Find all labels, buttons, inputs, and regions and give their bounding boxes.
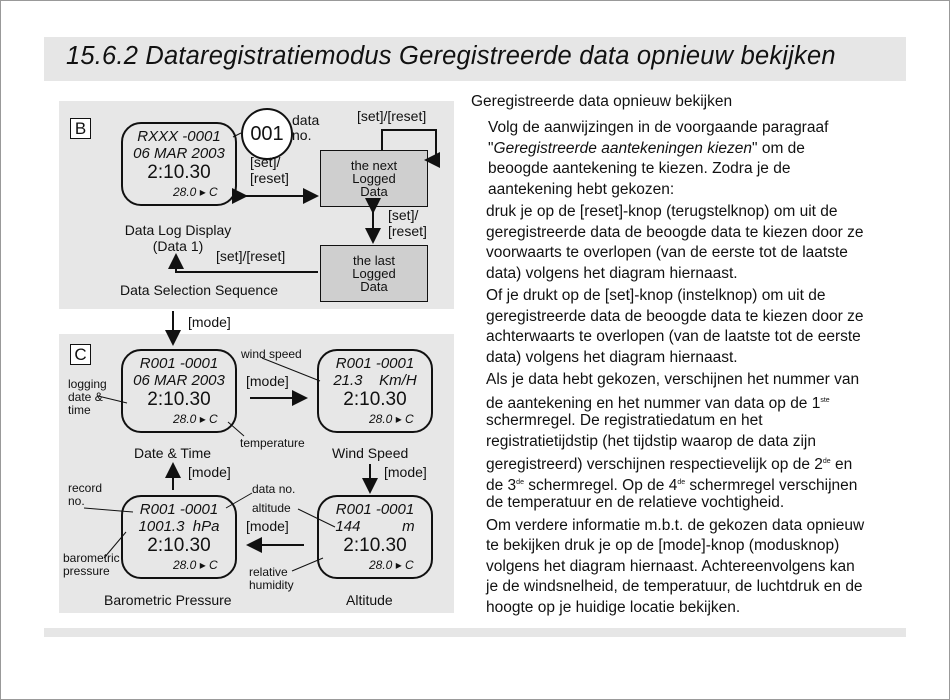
- barometric-pressure-label: barometric pressure: [63, 551, 120, 578]
- text-p1-line4: aantekening hebt gekozen:: [488, 180, 675, 198]
- altitude-small-label: altitude: [252, 501, 291, 515]
- set-reset-right: [set]/ [reset]: [388, 207, 427, 239]
- mode-label-right: [mode]: [384, 464, 427, 480]
- panel-b-label: B: [70, 118, 91, 139]
- text-p1-line2: [488, 139, 805, 160]
- circle-pointer-line: [233, 133, 241, 137]
- text-p3-line: achterwaarts te overlopen (van de laatste tot de eerste: [486, 328, 861, 345]
- lcd-line-4: 28.0 ▸ C: [173, 412, 218, 426]
- page-title: 15.6.2 Dataregistratiemodus Geregistreerde data opnieuw bekijken: [66, 42, 836, 70]
- text-fragment: schermregel verschijnen: [685, 476, 858, 494]
- data-log-display-caption: Data Log Display (Data 1): [124, 222, 232, 254]
- text-p1-line1: Volg de aanwijzingen in de voorgaande paragraaf: [488, 119, 829, 136]
- altitude-pointer: [298, 509, 335, 527]
- text-fragment: " om de: [752, 139, 805, 157]
- set-reset-top: [set]/[reset]: [357, 108, 427, 124]
- lcd-line-2: 21.3 Km/H: [333, 372, 417, 389]
- text-p4-line7: de temperatuur en de relatieve vochtigheid.: [486, 494, 785, 511]
- temperature-label: temperature: [240, 436, 305, 450]
- wind-speed-pointer: [262, 358, 320, 381]
- lcd-line-1: R001 -0001: [335, 355, 415, 372]
- humidity-pointer: [292, 558, 323, 571]
- data-selection-sequence-caption: Data Selection Sequence: [120, 282, 278, 298]
- text-p2-line: data) volgens het diagram hiernaast.: [486, 264, 738, 282]
- lcd-line-1: RXXX -0001: [137, 128, 221, 145]
- text-heading: Geregistreerde data opnieuw bekijken: [471, 93, 733, 110]
- altitude-caption: Altitude: [346, 592, 393, 608]
- logging-date-time-label: logging date & time: [68, 377, 107, 417]
- mode-label-bottom: [mode]: [246, 518, 289, 534]
- return-arrow: [176, 257, 318, 272]
- record-no-label: record no.: [68, 481, 103, 508]
- text-p4-line1: Als je data hebt gekozen, verschijnen het nummer van: [486, 371, 860, 388]
- text-p3-line: Of je drukt op de [set]-knop (instelknop) om uit de: [486, 287, 826, 304]
- record-no-pointer: [84, 508, 133, 512]
- text-p5-line: je de windsnelheid, de temperatuur, de luchtdruk en de: [486, 578, 863, 595]
- lcd-line-4: 28.0 ▸ C: [369, 558, 414, 572]
- text-italic-fragment: Geregistreerde aantekeningen kiezen: [493, 139, 753, 157]
- lcd-line-4: 28.0 ▸ C: [173, 185, 218, 199]
- data-no-pointer: [226, 493, 252, 508]
- text-p4-line4: registratietijdstip (het tijdstip waarop de data zijn: [486, 432, 816, 450]
- data-no-small-label: data no.: [252, 482, 296, 496]
- text-p2-line: geregistreerde data de beoogde data te kiezen door ze: [486, 223, 864, 241]
- lcd-line-1: R001 -0001: [335, 501, 415, 518]
- lcd-line-1: R001 -0001: [139, 355, 219, 372]
- text-p3-line: geregistreerde data de beoogde data te kiezen door ze: [486, 307, 864, 325]
- mode-label-left: [mode]: [188, 464, 231, 480]
- wind-speed-caption: Wind Speed: [332, 445, 409, 461]
- text-p3-line: data) volgens het diagram hiernaast.: [486, 348, 738, 366]
- lcd-line-2: 06 MAR 2003: [133, 145, 225, 162]
- text-p2-line: druk je op de [reset]-knop (terugstelknop) om uit de: [486, 203, 838, 220]
- date-time-caption: Date & Time: [134, 445, 212, 461]
- superscript: de: [822, 458, 831, 465]
- loop-arrow: [382, 130, 436, 160]
- text-fragment: schermregel. Op de 4: [523, 476, 678, 494]
- text-p4-line3: schermregel. De registratiedatum en het: [486, 412, 763, 429]
- panel-c-label: C: [70, 344, 91, 365]
- next-logged-data-box: the next Logged Data: [320, 150, 428, 207]
- text-p5-line: volgens het diagram hiernaast. Achtereenvolgens kan: [486, 557, 855, 575]
- mode-label-between: [mode]: [188, 314, 231, 330]
- text-p5-line: hoogte op je huidige locatie bekijken.: [486, 598, 741, 616]
- superscript: ste: [820, 396, 830, 404]
- set-reset-mid: [set]/ [reset]: [250, 154, 289, 186]
- lcd-line-3: 2:10.30: [147, 389, 211, 410]
- lcd-line-4: 28.0 ▸ C: [369, 412, 414, 426]
- wind-speed-small-label: wind speed: [241, 347, 302, 361]
- lcd-line-2: 1001.3 hPa: [138, 518, 220, 535]
- set-reset-bottom: [set]/[reset]: [216, 248, 286, 264]
- barometric-pointer: [104, 532, 126, 558]
- text-fragment: ": [488, 139, 494, 157]
- lcd-line-2: 144 m: [335, 518, 415, 535]
- text-p5-line: Om verdere informatie m.b.t. de gekozen data opnieuw: [486, 516, 865, 534]
- data-number-circle: 001: [241, 108, 293, 160]
- lcd-line-3: 2:10.30: [147, 535, 211, 556]
- last-logged-data-box: the last Logged Data: [320, 245, 428, 302]
- lcd-line-3: 2:10.30: [147, 162, 211, 183]
- lcd-line-4: 28.0 ▸ C: [173, 558, 218, 572]
- superscript: de: [516, 478, 524, 486]
- relative-humidity-label: relative humidity: [249, 565, 294, 592]
- logging-pointer: [98, 396, 127, 403]
- text-fragment: en: [830, 456, 853, 474]
- text-p5-line: te bekijken druk je op de [mode]-knop (modusknop): [486, 537, 840, 554]
- text-p1-line3: beoogde aantekening te kiezen. Zodra je de: [488, 160, 791, 177]
- lcd-line-2: 06 MAR 2003: [133, 372, 225, 389]
- barometric-pressure-caption: Barometric Pressure: [104, 592, 232, 608]
- text-fragment: de aantekening en het nummer van data op de 1: [486, 394, 821, 412]
- lcd-line-3: 2:10.30: [343, 535, 407, 556]
- bottom-bar: [44, 628, 906, 637]
- temperature-pointer: [228, 422, 244, 436]
- superscript: de: [677, 478, 686, 486]
- text-fragment: de 3: [486, 476, 517, 494]
- data-no-label: data no.: [292, 112, 320, 143]
- text-fragment: geregistreerd) verschijnen respectievelijk op de 2: [486, 456, 823, 474]
- text-p2-line: voorwaarts te overlopen (van de eerste tot de laatste: [486, 244, 848, 261]
- mode-label-top: [mode]: [246, 373, 289, 389]
- lcd-line-1: R001 -0001: [139, 501, 219, 518]
- lcd-line-3: 2:10.30: [343, 389, 407, 410]
